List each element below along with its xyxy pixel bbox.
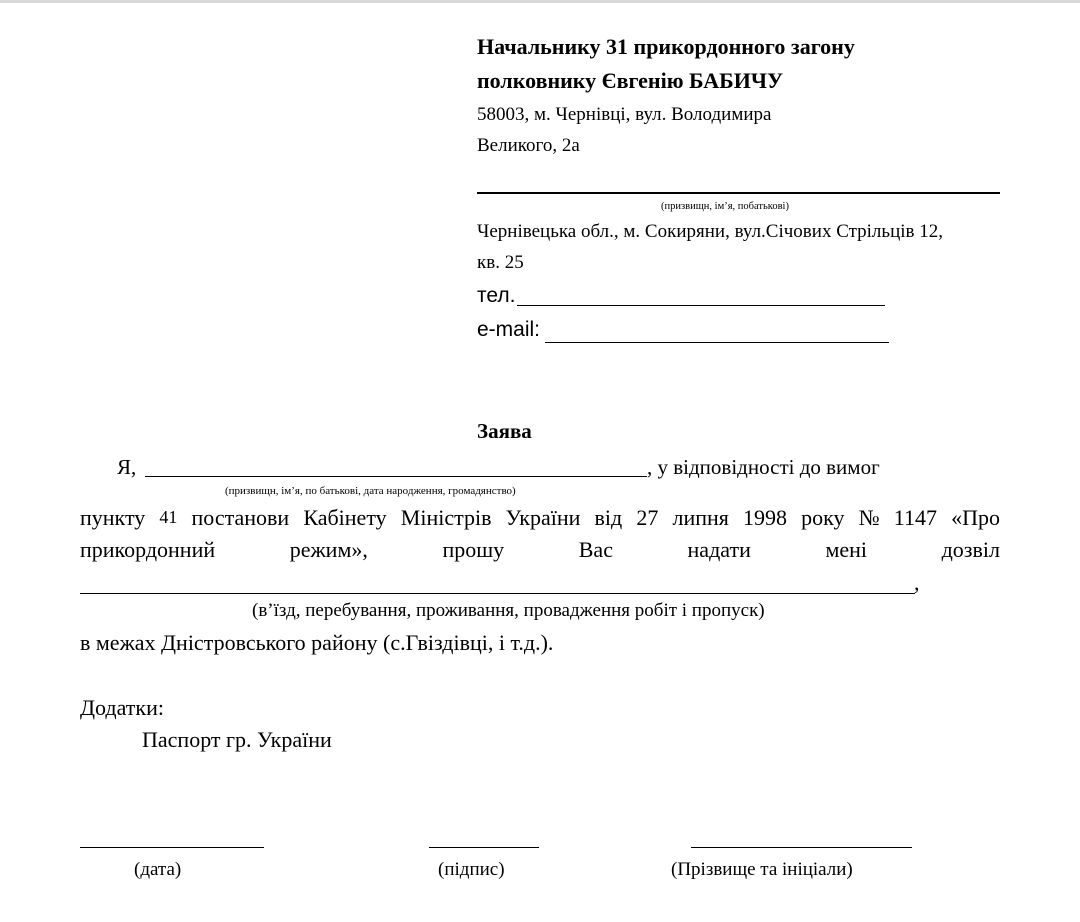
date-caption: (дата) — [134, 859, 182, 880]
purpose-field-line[interactable] — [80, 593, 915, 594]
date-line[interactable] — [80, 847, 264, 848]
word: Кабінету — [303, 505, 387, 530]
region-line: в межах Дністровського району (с.Гвіздівці, і т.д.). — [80, 630, 554, 655]
word: липня — [672, 505, 729, 530]
word: надати — [687, 537, 751, 562]
name-caption: (Прізвище та ініціали) — [671, 859, 853, 880]
word: дозвіл — [941, 537, 1000, 562]
word: 1147 — [893, 505, 937, 530]
paragraph-line-2 — [80, 537, 1000, 563]
word: прикордонний — [80, 537, 216, 562]
name-line[interactable] — [691, 847, 912, 848]
email-label: e-mail: — [477, 318, 541, 341]
intro-caption: (призвищн, ім’я, по батькові, дата народження, громадянство) — [225, 485, 516, 497]
word: № — [858, 505, 880, 530]
word: України — [505, 505, 581, 530]
purpose-caption: (в’їзд, перебування, проживання, провадження робіт і пропуск) — [252, 600, 765, 621]
document-title: Заява — [477, 419, 532, 443]
word: Міністрів — [400, 505, 492, 530]
applicant-address-line1: Чернівецька обл., м. Сокиряни, вул.Січових Стрільців 12, — [477, 221, 943, 242]
attachment-item: Паспорт гр. України — [142, 727, 332, 752]
word: мені — [825, 537, 868, 562]
applicant-address-line2: кв. 25 — [477, 252, 524, 273]
word: 41 — [159, 507, 178, 527]
word: Вас — [578, 537, 613, 562]
recipient-title: Начальнику 31 прикордонного загону — [477, 34, 855, 59]
applicant-name-caption: (призвищн, ім’я, побатькові) — [661, 201, 789, 212]
word: прошу — [442, 537, 505, 562]
word: «Про — [951, 505, 1000, 530]
word: від — [594, 505, 623, 530]
recipient-address-line2: Великого, 2а — [477, 135, 580, 156]
word: пункту — [80, 505, 146, 530]
word: 27 — [636, 505, 659, 530]
signature-caption: (підпис) — [438, 859, 505, 880]
word: режим», — [289, 537, 368, 562]
recipient-name: полковнику Євгенію БАБИЧУ — [477, 68, 784, 93]
word: 1998 — [743, 505, 788, 530]
phone-label: тел. — [477, 284, 516, 307]
intro-name-line[interactable] — [145, 476, 647, 477]
word: постанови — [191, 505, 290, 530]
signature-line[interactable] — [429, 847, 539, 848]
intro-prefix: Я, — [117, 455, 137, 479]
paragraph-line-1 — [80, 505, 1000, 531]
attachments-label: Додатки: — [80, 695, 164, 720]
top-border — [0, 0, 1080, 3]
word: року — [801, 505, 845, 530]
intro-suffix: , у відповідності до вимог — [647, 455, 880, 479]
recipient-address-line1: 58003, м. Чернівці, вул. Володимира — [477, 104, 772, 125]
applicant-name-line[interactable] — [477, 192, 1000, 194]
phone-field-line[interactable] — [517, 305, 885, 306]
purpose-comma: , — [914, 570, 920, 595]
email-field-line[interactable] — [545, 342, 889, 343]
